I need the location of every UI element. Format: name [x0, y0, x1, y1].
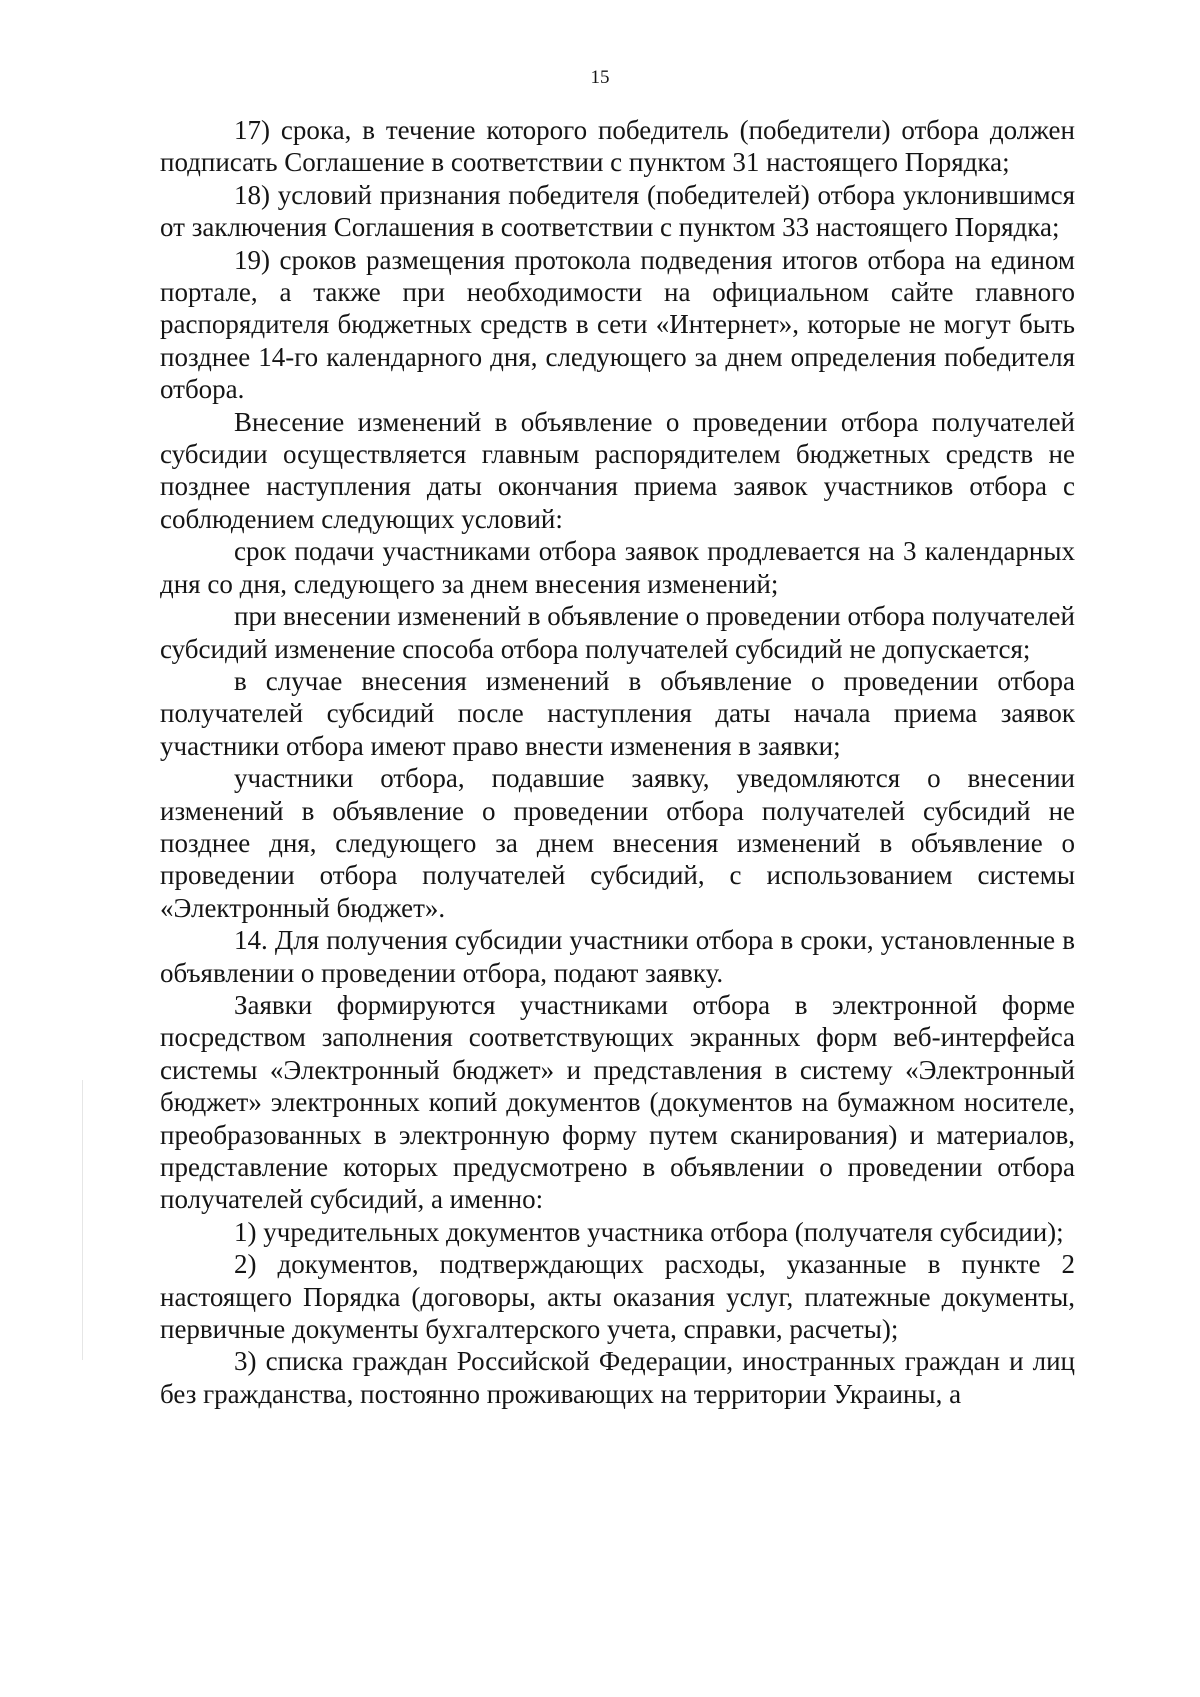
paragraph-item-18: 18) условий признания победителя (победителей) отбора уклонившимся от заключения Соглашения в соответствии с пунктом 33 настоящего Порядка;	[160, 179, 1075, 243]
paragraph-item-19: 19) сроков размещения протокола подведения итогов отбора на едином портале, а также при необходимости на официальном сайте главного распорядителя бюджетных средств в сети «Интернет», которые не могут быть позднее 14-го календарного дня, следующего за днем определения победителя отбора.	[160, 244, 1075, 405]
paragraph-condition-changes: в случае внесения изменений в объявление о проведении отбора получателей субсидий после наступления даты начала приема заявок участники отбора имеют право внести изменения в заявки;	[160, 665, 1075, 761]
paragraph-condition-notification: участники отбора, подавшие заявку, уведомляются о внесении изменений в объявление о проведении отбора получателей субсидий не позднее дня, следующего за днем внесения изменений в объявление о проведении отбора получателей субсидий, с использованием системы «Электронный бюджет».	[160, 763, 1075, 923]
document-body	[160, 114, 1075, 1410]
paragraph-list-item-2: 2) документов, подтверждающих расходы, указанные в пункте 2 настоящего Порядка (договоры, акты оказания услуг, платежные документы, первичные документы бухгалтерского учета, справки, расчеты);	[160, 1249, 1075, 1345]
page-number: 15	[590, 67, 610, 88]
scan-edge-line	[82, 1080, 83, 1360]
paragraph-item-17: 17) срока, в течение которого победитель (победители) отбора должен подписать Соглашение в соответствии с пунктом 31 настоящего Порядка;	[160, 115, 1075, 178]
paragraph-section-14: 14. Для получения субсидии участники отбора в сроки, установленные в объявлении о проведении отбора, подают заявку.	[160, 925, 1075, 988]
paragraph-list-item-1: 1) учредительных документов участника отбора (получателя субсидии);	[234, 1216, 1064, 1247]
paragraph-condition-deadline: срок подачи участниками отбора заявок продлевается на 3 календарных дня со дня, следующего за днем внесения изменений;	[160, 536, 1075, 599]
paragraph-condition-method: при внесении изменений в объявление о проведении отбора получателей субсидий изменение способа отбора получателей субсидий не допускается;	[160, 601, 1075, 664]
paragraph-amendments-intro: Внесение изменений в объявление о проведении отбора получателей субсидии осуществляется главным распорядителем бюджетных средств не позднее наступления даты окончания приема заявок участников отбора с соблюдением следующих условий:	[160, 406, 1075, 534]
paragraph-applications: Заявки формируются участниками отбора в электронной форме посредством заполнения соответствующих экранных форм веб-интерфейса системы «Электронный бюджет» и представления в систему «Электронный бюджет» электронных копий документов (документов на бумажном носителе, преобразованных в электронную форму путем сканирования) и материалов, представление которых предусмотрено в объявлении о проведении отбора получателей субсидий, а именно:	[160, 989, 1075, 1215]
paragraph-list-item-3: 3) списка граждан Российской Федерации, иностранных граждан и лиц без гражданства, постоянно проживающих на территории Украины, а	[160, 1346, 1075, 1409]
